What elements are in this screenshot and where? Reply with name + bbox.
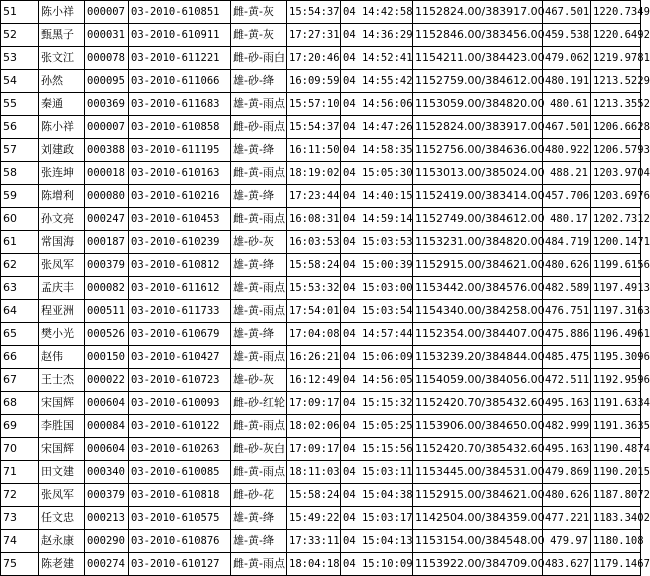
ring-number-cell: 03-2010-610812	[129, 254, 231, 277]
arrival-time-cell: 04 14:56:06	[341, 93, 413, 116]
coordinates-cell: 1152915.00/384621.00	[413, 254, 543, 277]
ring-number-cell: 03-2010-610239	[129, 231, 231, 254]
rank-cell: 69	[1, 415, 39, 438]
bird-description-cell: 雌-黄-雨点	[231, 461, 287, 484]
rank-cell: 54	[1, 70, 39, 93]
bird-description-cell: 雄-黄-雨点	[231, 300, 287, 323]
arrival-time-cell: 04 15:05:30	[341, 162, 413, 185]
member-id-cell: 000247	[85, 208, 129, 231]
arrival-time-cell: 04 14:40:15	[341, 185, 413, 208]
table-row	[1, 484, 641, 507]
table-row	[1, 208, 641, 231]
speed-cell: 1195.3096	[591, 346, 641, 369]
release-time-cell: 17:09:17	[287, 438, 341, 461]
coordinates-cell: 1152846.00/383456.00	[413, 24, 543, 47]
release-time-cell: 17:23:44	[287, 185, 341, 208]
name-cell: 田文建	[39, 461, 85, 484]
ring-number-cell: 03-2010-610818	[129, 484, 231, 507]
rank-cell: 55	[1, 93, 39, 116]
bird-description-cell: 雄-黄-绛	[231, 507, 287, 530]
rank-cell: 67	[1, 369, 39, 392]
speed-cell: 1187.8072	[591, 484, 641, 507]
release-time-cell: 16:03:53	[287, 231, 341, 254]
speed-cell: 1199.6156	[591, 254, 641, 277]
ring-number-cell: 03-2010-610851	[129, 1, 231, 24]
release-time-cell: 15:57:10	[287, 93, 341, 116]
release-time-cell: 17:54:01	[287, 300, 341, 323]
release-time-cell: 15:49:22	[287, 507, 341, 530]
arrival-time-cell: 04 14:55:42	[341, 70, 413, 93]
bird-description-cell: 雄-黄-绛	[231, 139, 287, 162]
rank-cell: 72	[1, 484, 39, 507]
member-id-cell: 000274	[85, 553, 129, 576]
release-time-cell: 15:54:37	[287, 1, 341, 24]
coordinates-cell: 1152749.00/384612.00	[413, 208, 543, 231]
coordinates-cell: 1142504.00/384359.00	[413, 507, 543, 530]
name-cell: 任文忠	[39, 507, 85, 530]
coordinates-cell: 1153445.00/384531.00	[413, 461, 543, 484]
rank-cell: 51	[1, 1, 39, 24]
bird-description-cell: 雌-砂-灰白	[231, 438, 287, 461]
name-cell: 王士杰	[39, 369, 85, 392]
arrival-time-cell: 04 15:04:38	[341, 484, 413, 507]
table-row	[1, 392, 641, 415]
member-id-cell: 000604	[85, 438, 129, 461]
release-time-cell: 15:58:24	[287, 254, 341, 277]
distance-cell: 479.869	[543, 461, 591, 484]
name-cell: 赵伟	[39, 346, 85, 369]
member-id-cell: 000213	[85, 507, 129, 530]
arrival-time-cell: 04 15:03:53	[341, 231, 413, 254]
bird-description-cell: 雌-砂-雨白	[231, 47, 287, 70]
arrival-time-cell: 04 15:03:17	[341, 507, 413, 530]
distance-cell: 485.475	[543, 346, 591, 369]
coordinates-cell: 1153906.00/384650.00	[413, 415, 543, 438]
name-cell: 陈小祥	[39, 116, 85, 139]
speed-cell: 1190.2015	[591, 461, 641, 484]
name-cell: 李胜国	[39, 415, 85, 438]
rank-cell: 66	[1, 346, 39, 369]
name-cell: 常国海	[39, 231, 85, 254]
name-cell: 张凤军	[39, 484, 85, 507]
rank-cell: 68	[1, 392, 39, 415]
rank-cell: 53	[1, 47, 39, 70]
name-cell: 樊小光	[39, 323, 85, 346]
table-row	[1, 461, 641, 484]
distance-cell: 472.511	[543, 369, 591, 392]
arrival-time-cell: 04 15:05:25	[341, 415, 413, 438]
bird-description-cell: 雄-黄-雨点	[231, 93, 287, 116]
bird-description-cell: 雄-黄-绛	[231, 185, 287, 208]
name-cell: 宋国辉	[39, 438, 85, 461]
member-id-cell: 000340	[85, 461, 129, 484]
distance-cell: 480.61	[543, 93, 591, 116]
release-time-cell: 15:58:24	[287, 484, 341, 507]
speed-cell: 1213.5229	[591, 70, 641, 93]
speed-cell: 1192.9596	[591, 369, 641, 392]
coordinates-cell: 1154059.00/384056.00	[413, 369, 543, 392]
rank-cell: 64	[1, 300, 39, 323]
member-id-cell: 000095	[85, 70, 129, 93]
distance-cell: 480.922	[543, 139, 591, 162]
coordinates-cell: 1152824.00/383917.00	[413, 1, 543, 24]
release-time-cell: 18:11:03	[287, 461, 341, 484]
bird-description-cell: 雌-砂-花	[231, 484, 287, 507]
name-cell: 张文江	[39, 47, 85, 70]
name-cell: 孙然	[39, 70, 85, 93]
speed-cell: 1206.6628	[591, 116, 641, 139]
ring-number-cell: 03-2010-610911	[129, 24, 231, 47]
table-row	[1, 70, 641, 93]
coordinates-cell: 1152756.00/384636.00	[413, 139, 543, 162]
table-row	[1, 93, 641, 116]
speed-cell: 1203.6976	[591, 185, 641, 208]
name-cell: 陈老建	[39, 553, 85, 576]
arrival-time-cell: 04 15:06:09	[341, 346, 413, 369]
arrival-time-cell: 04 14:52:41	[341, 47, 413, 70]
speed-cell: 1213.3552	[591, 93, 641, 116]
speed-cell: 1220.6492	[591, 24, 641, 47]
speed-cell: 1191.3635	[591, 415, 641, 438]
distance-cell: 479.97	[543, 530, 591, 553]
distance-cell: 480.626	[543, 254, 591, 277]
name-cell: 孟庆丰	[39, 277, 85, 300]
speed-cell: 1200.1471	[591, 231, 641, 254]
speed-cell: 1190.4874	[591, 438, 641, 461]
member-id-cell: 000084	[85, 415, 129, 438]
bird-description-cell: 雌-黄-灰	[231, 24, 287, 47]
arrival-time-cell: 04 14:59:14	[341, 208, 413, 231]
bird-description-cell: 雌-砂-红轮	[231, 392, 287, 415]
member-id-cell: 000031	[85, 24, 129, 47]
ring-number-cell: 03-2010-610093	[129, 392, 231, 415]
arrival-time-cell: 04 14:42:58	[341, 1, 413, 24]
rank-cell: 74	[1, 530, 39, 553]
table-row	[1, 1, 641, 24]
ring-number-cell: 03-2010-611195	[129, 139, 231, 162]
arrival-time-cell: 04 15:03:11	[341, 461, 413, 484]
rank-cell: 58	[1, 162, 39, 185]
arrival-time-cell: 04 15:04:13	[341, 530, 413, 553]
ring-number-cell: 03-2010-610216	[129, 185, 231, 208]
arrival-time-cell: 04 15:03:00	[341, 277, 413, 300]
rank-cell: 71	[1, 461, 39, 484]
bird-description-cell: 雌-黄-雨点	[231, 162, 287, 185]
release-time-cell: 16:09:59	[287, 70, 341, 93]
member-id-cell: 000080	[85, 185, 129, 208]
release-time-cell: 18:19:02	[287, 162, 341, 185]
name-cell: 秦通	[39, 93, 85, 116]
coordinates-cell: 1152915.00/384621.00	[413, 484, 543, 507]
table-row	[1, 346, 641, 369]
release-time-cell: 16:11:50	[287, 139, 341, 162]
distance-cell: 475.886	[543, 323, 591, 346]
ring-number-cell: 03-2010-611612	[129, 277, 231, 300]
table-row	[1, 438, 641, 461]
ring-number-cell: 03-2010-610679	[129, 323, 231, 346]
release-time-cell: 16:12:49	[287, 369, 341, 392]
bird-description-cell: 雄-黄-绛	[231, 530, 287, 553]
member-id-cell: 000007	[85, 116, 129, 139]
member-id-cell: 000007	[85, 1, 129, 24]
name-cell: 程亚洲	[39, 300, 85, 323]
distance-cell: 477.221	[543, 507, 591, 530]
release-time-cell: 17:04:08	[287, 323, 341, 346]
distance-cell: 459.538	[543, 24, 591, 47]
arrival-time-cell: 04 15:00:39	[341, 254, 413, 277]
distance-cell: 480.626	[543, 484, 591, 507]
ring-number-cell: 03-2010-611733	[129, 300, 231, 323]
rank-cell: 63	[1, 277, 39, 300]
ring-number-cell: 03-2010-611221	[129, 47, 231, 70]
member-id-cell: 000379	[85, 254, 129, 277]
speed-cell: 1183.3402	[591, 507, 641, 530]
speed-cell: 1197.3163	[591, 300, 641, 323]
release-time-cell: 15:54:37	[287, 116, 341, 139]
arrival-time-cell: 04 15:10:09	[341, 553, 413, 576]
member-id-cell: 000187	[85, 231, 129, 254]
distance-cell: 476.751	[543, 300, 591, 323]
rank-cell: 59	[1, 185, 39, 208]
bird-description-cell: 雄-砂-绛	[231, 70, 287, 93]
name-cell: 刘建政	[39, 139, 85, 162]
arrival-time-cell: 04 15:15:56	[341, 438, 413, 461]
table-row	[1, 116, 641, 139]
table-row	[1, 507, 641, 530]
release-time-cell: 17:09:17	[287, 392, 341, 415]
bird-description-cell: 雄-黄-雨点	[231, 346, 287, 369]
coordinates-cell: 1153059.00/384820.00	[413, 93, 543, 116]
name-cell: 陈增利	[39, 185, 85, 208]
distance-cell: 484.719	[543, 231, 591, 254]
speed-cell: 1206.5793	[591, 139, 641, 162]
name-cell: 张连坤	[39, 162, 85, 185]
table-row	[1, 530, 641, 553]
distance-cell: 480.191	[543, 70, 591, 93]
rank-cell: 70	[1, 438, 39, 461]
arrival-time-cell: 04 14:56:05	[341, 369, 413, 392]
coordinates-cell: 1153442.00/384576.00	[413, 277, 543, 300]
bird-description-cell: 雄-黄-绛	[231, 254, 287, 277]
coordinates-cell: 1152419.00/383414.00	[413, 185, 543, 208]
table-row	[1, 24, 641, 47]
table-row	[1, 415, 641, 438]
speed-cell: 1220.7349	[591, 1, 641, 24]
member-id-cell: 000388	[85, 139, 129, 162]
coordinates-cell: 1154340.00/384258.00	[413, 300, 543, 323]
table-row	[1, 47, 641, 70]
distance-cell: 495.163	[543, 392, 591, 415]
rank-cell: 60	[1, 208, 39, 231]
member-id-cell: 000526	[85, 323, 129, 346]
name-cell: 孙文亮	[39, 208, 85, 231]
distance-cell: 467.501	[543, 116, 591, 139]
ring-number-cell: 03-2010-610723	[129, 369, 231, 392]
arrival-time-cell: 04 15:03:54	[341, 300, 413, 323]
member-id-cell: 000082	[85, 277, 129, 300]
member-id-cell: 000290	[85, 530, 129, 553]
bird-description-cell: 雄-砂-灰	[231, 231, 287, 254]
ring-number-cell: 03-2010-610127	[129, 553, 231, 576]
coordinates-cell: 1152420.70/385432.60	[413, 392, 543, 415]
release-time-cell: 18:02:06	[287, 415, 341, 438]
coordinates-cell: 1154211.00/384423.00	[413, 47, 543, 70]
member-id-cell: 000604	[85, 392, 129, 415]
speed-cell: 1203.9704	[591, 162, 641, 185]
table-row	[1, 231, 641, 254]
rank-cell: 56	[1, 116, 39, 139]
arrival-time-cell: 04 14:57:44	[341, 323, 413, 346]
bird-description-cell: 雌-黄-雨点	[231, 553, 287, 576]
rank-cell: 57	[1, 139, 39, 162]
arrival-time-cell: 04 15:15:32	[341, 392, 413, 415]
member-id-cell: 000022	[85, 369, 129, 392]
coordinates-cell: 1152420.70/385432.60	[413, 438, 543, 461]
table-row	[1, 300, 641, 323]
table-row	[1, 254, 641, 277]
arrival-time-cell: 04 14:58:35	[341, 139, 413, 162]
rank-cell: 62	[1, 254, 39, 277]
member-id-cell: 000379	[85, 484, 129, 507]
table-row	[1, 323, 641, 346]
ring-number-cell: 03-2010-610427	[129, 346, 231, 369]
results-table-body	[1, 1, 650, 576]
coordinates-cell: 1152354.00/384407.00	[413, 323, 543, 346]
release-time-cell: 17:27:31	[287, 24, 341, 47]
coordinates-cell: 1152759.00/384612.00	[413, 70, 543, 93]
ring-number-cell: 03-2010-610263	[129, 438, 231, 461]
bird-description-cell: 雄-黄-绛	[231, 323, 287, 346]
table-row	[1, 277, 641, 300]
member-id-cell: 000150	[85, 346, 129, 369]
name-cell: 甄黑子	[39, 24, 85, 47]
name-cell: 张凤军	[39, 254, 85, 277]
rank-cell: 73	[1, 507, 39, 530]
distance-cell: 467.501	[543, 1, 591, 24]
coordinates-cell: 1153231.00/384820.00	[413, 231, 543, 254]
speed-cell: 1191.6334	[591, 392, 641, 415]
release-time-cell: 17:20:46	[287, 47, 341, 70]
name-cell: 赵永康	[39, 530, 85, 553]
table-row	[1, 185, 641, 208]
arrival-time-cell: 04 14:47:26	[341, 116, 413, 139]
distance-cell: 480.17	[543, 208, 591, 231]
table-row	[1, 553, 641, 576]
coordinates-cell: 1153013.00/385024.00	[413, 162, 543, 185]
release-time-cell: 18:04:18	[287, 553, 341, 576]
rank-cell: 65	[1, 323, 39, 346]
ring-number-cell: 03-2010-610085	[129, 461, 231, 484]
bird-description-cell: 雌-黄-雨点	[231, 208, 287, 231]
distance-cell: 482.589	[543, 277, 591, 300]
member-id-cell: 000511	[85, 300, 129, 323]
ring-number-cell: 03-2010-610453	[129, 208, 231, 231]
rank-cell: 52	[1, 24, 39, 47]
member-id-cell: 000369	[85, 93, 129, 116]
bird-description-cell: 雌-黄-雨点	[231, 415, 287, 438]
release-time-cell: 15:53:32	[287, 277, 341, 300]
distance-cell: 488.21	[543, 162, 591, 185]
release-time-cell: 16:26:21	[287, 346, 341, 369]
rank-cell: 75	[1, 553, 39, 576]
rank-cell: 61	[1, 231, 39, 254]
name-cell: 陈小祥	[39, 1, 85, 24]
member-id-cell: 000018	[85, 162, 129, 185]
name-cell: 宋国辉	[39, 392, 85, 415]
ring-number-cell: 03-2010-610876	[129, 530, 231, 553]
coordinates-cell: 1153922.00/384709.00	[413, 553, 543, 576]
table-row	[1, 369, 641, 392]
bird-description-cell: 雄-砂-灰	[231, 369, 287, 392]
bird-description-cell: 雌-黄-灰	[231, 1, 287, 24]
distance-cell: 479.062	[543, 47, 591, 70]
speed-cell: 1202.7312	[591, 208, 641, 231]
speed-cell: 1179.1467	[591, 553, 641, 576]
speed-cell: 1196.4961	[591, 323, 641, 346]
table-row	[1, 139, 641, 162]
table-row	[1, 162, 641, 185]
distance-cell: 483.627	[543, 553, 591, 576]
speed-cell: 1180.108	[591, 530, 641, 553]
release-time-cell: 17:33:11	[287, 530, 341, 553]
ring-number-cell: 03-2010-610122	[129, 415, 231, 438]
coordinates-cell: 1152824.00/383917.00	[413, 116, 543, 139]
release-time-cell: 16:08:31	[287, 208, 341, 231]
ring-number-cell: 03-2010-610163	[129, 162, 231, 185]
ring-number-cell: 03-2010-610858	[129, 116, 231, 139]
coordinates-cell: 1153154.00/384548.00	[413, 530, 543, 553]
bird-description-cell: 雄-黄-雨点	[231, 277, 287, 300]
member-id-cell: 000078	[85, 47, 129, 70]
arrival-time-cell: 04 14:36:29	[341, 24, 413, 47]
distance-cell: 457.706	[543, 185, 591, 208]
ring-number-cell: 03-2010-611066	[129, 70, 231, 93]
ring-number-cell: 03-2010-610575	[129, 507, 231, 530]
speed-cell: 1219.9781	[591, 47, 641, 70]
bird-description-cell: 雌-砂-雨点	[231, 116, 287, 139]
distance-cell: 495.163	[543, 438, 591, 461]
distance-cell: 482.999	[543, 415, 591, 438]
speed-cell: 1197.4913	[591, 277, 641, 300]
coordinates-cell: 1153239.20/384844.00	[413, 346, 543, 369]
ring-number-cell: 03-2010-611683	[129, 93, 231, 116]
